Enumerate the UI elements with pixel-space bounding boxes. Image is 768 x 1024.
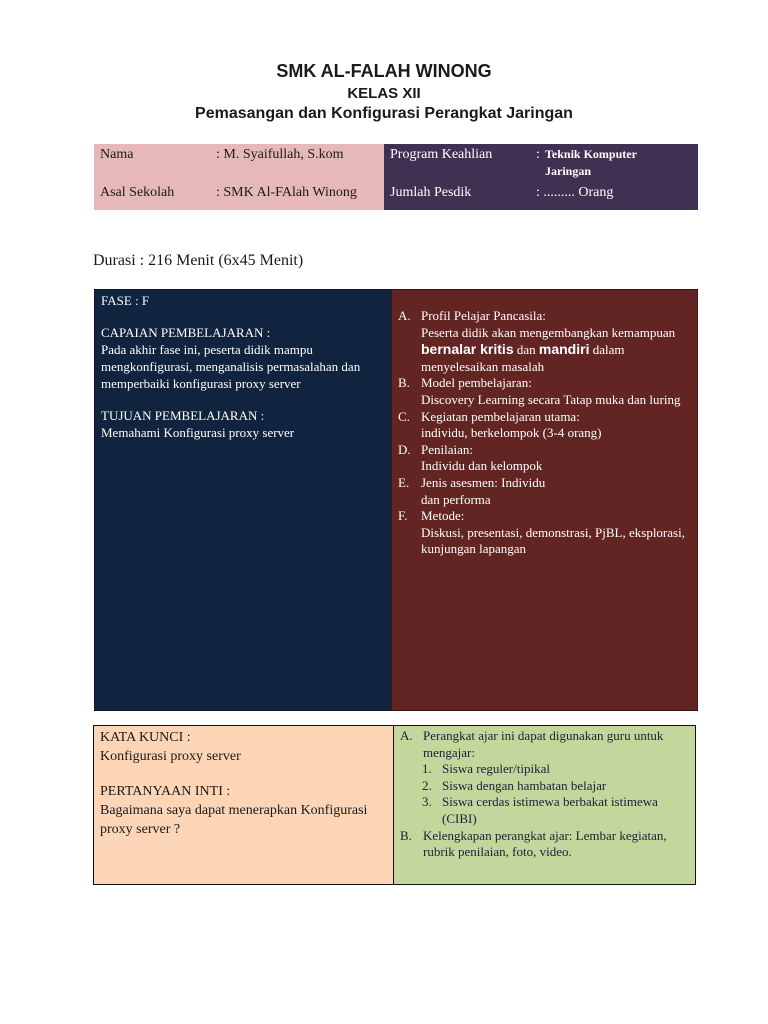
list-item: D. Penilaian: Individu dan kelompok (398, 441, 543, 474)
identity-table (94, 144, 698, 210)
tp-heading: TUJUAN PEMBELAJARAN : (101, 408, 265, 423)
duration-text: Durasi : 216 Menit (6x45 Menit) (93, 252, 304, 269)
program-value-line1: Teknik Komputer (545, 147, 637, 161)
identity-right-panel (384, 144, 698, 210)
cp-text: Pada akhir fase ini, peserta didik mampu mengkonfigurasi, menganalisis permasalahan dan memperbaiki konfigurasi proxy server (101, 342, 361, 391)
learning-profile-box (391, 289, 698, 711)
subject-title: Pemasangan dan Konfigurasi Perangkat Jaringan (195, 105, 573, 122)
keywords-box (93, 725, 394, 885)
list-item: 2. Siswa dengan hambatan belajar (422, 777, 607, 793)
list-item: 3. Siswa cerdas istimewa berbakat istimewa (CIBI) (422, 794, 658, 826)
usage-box (393, 725, 696, 885)
name-value: : M. Syaifullah, S.kom (216, 147, 344, 162)
students-label: Jumlah Pesdik (390, 185, 472, 200)
cp-heading: CAPAIAN PEMBELAJARAN : (101, 325, 271, 340)
phase-label: FASE : F (101, 293, 150, 308)
identity-left-panel (94, 144, 384, 210)
program-value-line2: Jaringan (545, 164, 592, 178)
list-item: A. Perangkat ajar ini dapat digunakan guru untuk mengajar: (400, 728, 664, 760)
question-heading: PERTANYAAN INTI : (100, 784, 231, 799)
list-item: B. Kelengkapan perangkat ajar: Lembar kegiatan, rubrik penilaian, foto, video. (400, 827, 667, 860)
program-label: Program Keahlian (390, 147, 493, 162)
program-colon: : (536, 147, 540, 162)
list-item: A. Profil Pelajar Pancasila: Peserta didik akan mengembangkan kemampuan bernalar kritis dan mandiri dalam menyelesaikan masalah (398, 308, 676, 374)
school-value: : SMK Al-FAlah Winong (216, 185, 357, 200)
tp-text: Memahami Konfigurasi proxy server (101, 425, 295, 440)
question-text: Bagaimana saya dapat menerapkan Konfigurasi proxy server ? (100, 803, 368, 837)
school-label: Asal Sekolah (100, 185, 175, 200)
keyword-critical: bernalar kritis (421, 341, 514, 358)
keyword-independent: mandiri (538, 341, 590, 358)
list-item: B. Model pembelajaran: Discovery Learning secara Tatap muka dan luring (398, 375, 681, 407)
list-item: C. Kegiatan pembelajaran utama: individu, berkelompok (3-4 orang) (398, 408, 602, 441)
school-title: SMK AL-FALAH WINONG (276, 61, 492, 81)
name-label: Nama (100, 147, 134, 162)
list-item: F. Metode: Diskusi, presentasi, demonstrasi, PjBL, eksplorasi, kunjungan lapangan (398, 508, 685, 557)
class-title: KELAS XII (347, 85, 421, 102)
learning-outcomes-box (94, 289, 392, 711)
list-item: E. Jenis asesmen: Individu dan performa (398, 474, 546, 507)
students-value: : ......... Orang (536, 185, 614, 200)
list-item: 1. Siswa reguler/tipikal (422, 761, 550, 777)
keywords-heading: KATA KUNCI : (100, 730, 191, 745)
keywords-text: Konfigurasi proxy server (100, 749, 241, 764)
